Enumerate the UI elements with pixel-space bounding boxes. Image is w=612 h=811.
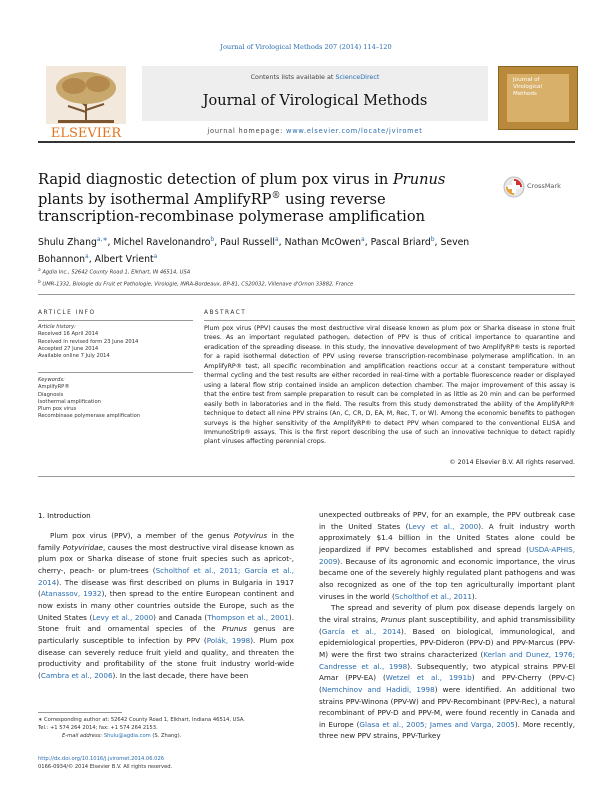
title-segment: plants by isothermal AmplifyRP <box>38 190 272 208</box>
author-affiliation-mark: b <box>210 236 215 243</box>
affiliation <box>38 266 508 278</box>
article-title <box>38 171 478 225</box>
cover-title-line: Virological <box>513 84 542 90</box>
citation-link[interactable]: Levy et al., 2000 <box>92 612 154 622</box>
citation-link[interactable]: Kerlan and Dunez, 1976; Candresse et al., 1998 <box>319 649 575 671</box>
text-run: ). Because of its agronomic and economic importance, the virus became one of the severely highly regulated plant pathogens and was also recognized as one of the top ten agriculturally important plant viruses in the world ( <box>319 556 575 601</box>
abstract-text: Plum pox virus (PPV) causes the most destructive viral disease known as plum pox or Sharka disease in stone fruit trees. As an important regulated pathogen, detection of PPV is thus of critical importance to quarantine and eradication of the spreading disease. In this study, the innovative development of two AmplifyRP® tests is reported for a rapid isothermal detection of PPV using reverse transcription-recombinase polymerase amplification. In an AmplifyRP® test, all specific recombination and amplification reactions occur at a constant temperature without thermal cycling and the test results are either recorded in real-time with a portable fluorescence reader or displayed using a lateral flow strip contained inside an amplicon detection chamber. The major improvement of this assay is that the entire test from sample preparation to result can be completed in as little as 20 min and can be performed easily both in laboratories and in the field. The results from this study demonstrated the ability of the AmplifyRP® technique to detect all nine PPV strains (An, C, CR, D, EA, M, Rec, T, or W). Among the economic benefits to pathogen surveys is the higher sensitivity of the AmplifyRP® to detect PPV when compared to the conventional ELISA and ImmunoStrip® assays. This is the first report describing the use of such an innovative technique to detect rapidly plant viruses affecting perennial crops. <box>204 325 575 446</box>
text-run: ). Subsequently, two atypical strains PPV-El Amar (PPV-EA) ( <box>319 661 575 683</box>
citation-link[interactable]: Atanassov, 1932 <box>40 589 102 599</box>
citation-link[interactable]: Thompson et al., 2001 <box>207 612 289 622</box>
author-name[interactable]: Seven Bohannon <box>38 237 470 265</box>
keyword-item: Diagnosis <box>38 391 64 398</box>
text-run: plant susceptibility, and aphid transmissibility ( <box>319 614 575 636</box>
citation-link[interactable]: Cambra et al., 2006 <box>40 670 113 680</box>
author-name[interactable]: Michel Ravelonandro <box>113 237 211 249</box>
corresponding-author-footnote <box>38 716 294 741</box>
title-segment: Prunus <box>392 171 446 188</box>
keywords-block <box>38 377 193 421</box>
journal-title: Journal of Virological Methods <box>202 93 428 109</box>
footnote-line <box>38 716 294 724</box>
affiliation-text: UMR-1332, Biologie du Fruit et Pathologie, Virologie, INRA-Bordeaux, BP-81, CS20032, Villenave d'Ornon 33882, France <box>42 281 354 288</box>
journal-citation[interactable]: Journal of Virological Methods 207 (2014) 114–120 <box>220 43 392 51</box>
author[interactable] <box>285 237 365 248</box>
paragraph <box>38 530 294 682</box>
history-rule <box>38 372 193 373</box>
italic-text: Prunus <box>380 614 406 624</box>
text-run: Tel.: +1 574 264 2014; fax: +1 574 264 2153. <box>38 725 158 732</box>
contents-line: Contents lists available at ScienceDirect <box>250 73 380 81</box>
doi-link[interactable]: http://dx.doi.org/10.1016/j.jviromet.2014.06.026 <box>38 756 165 762</box>
history-item: Available online 7 July 2014 <box>38 353 110 360</box>
citation-link[interactable]: Nemchinov and Hadidi, 1998 <box>321 684 435 694</box>
paragraph <box>319 602 575 742</box>
cover-title-line: Methods <box>513 91 537 97</box>
article-info-heading: ARTICLE INFO <box>38 310 96 316</box>
citation-link[interactable]: USDA-APHIS, 2009 <box>319 544 575 566</box>
title-segment: using reverse transcription-recombinase polymerase amplification <box>38 190 426 225</box>
author-name[interactable]: Shulu Zhang <box>38 237 97 249</box>
author-name[interactable]: Paul Russell <box>220 237 275 249</box>
elsevier-wordmark: ELSEVIER <box>50 126 122 140</box>
history-item: Received 16 April 2014 <box>38 331 99 338</box>
history-label: Article history: <box>38 324 76 330</box>
article-info-rule <box>38 320 193 321</box>
author[interactable] <box>95 254 158 265</box>
affiliation-text: Agdia Inc., 52642 County Road 1, Elkhart, IN 46514, USA <box>42 269 191 276</box>
paragraph <box>319 509 575 602</box>
text-run: ). <box>471 591 477 601</box>
journal-homepage-link[interactable]: www.elsevier.com/locate/jviromet <box>286 127 423 135</box>
abstract-copyright: © 2014 Elsevier B.V. All rights reserved. <box>449 459 575 466</box>
text-run: ). Stone fruit and ornamental species of the <box>38 612 294 634</box>
abstract-heading: ABSTRACT <box>204 310 247 316</box>
author[interactable] <box>371 237 435 248</box>
citation-link[interactable]: Scholthof et al., 2011; García et al., 2014 <box>38 565 295 587</box>
keyword-item: AmplifyRP® <box>38 384 70 391</box>
text-run: E-mail address: <box>62 733 104 740</box>
title-segment: Rapid diagnostic detection of plum pox virus in <box>38 171 393 188</box>
text-run: ). A fruit industry worth approximately $1.4 billion in the United States alone could be jeopardized if PPV becomes established and spread ( <box>319 521 575 554</box>
author-affiliation-mark: a <box>361 236 365 243</box>
elsevier-tree-logo <box>38 66 134 140</box>
email-link[interactable]: Shulu@agdia.com <box>103 733 151 740</box>
text-run: Plum pox virus (PPV), a member of the genus <box>50 531 234 540</box>
footnote-line <box>38 732 294 740</box>
section-rule <box>38 294 575 295</box>
body-column-right <box>319 509 575 742</box>
author[interactable] <box>38 237 108 248</box>
section-heading: 1. Introduction <box>38 511 91 520</box>
keywords-label: Keywords: <box>38 377 65 383</box>
text-run: The spread and severity of plum pox disease depends largely on the viral strains, <box>319 603 575 624</box>
author[interactable] <box>220 237 279 248</box>
text-run: ). More recently, three new PPV strains, PPV-Turkey <box>319 719 576 741</box>
text-run: ∗ Corresponding author at: 52642 County Road 1, Elkhart, Indiana 46514, USA. <box>38 717 245 723</box>
text-run: ). Plum pox disease can severely reduce fruit yield and quality, and threaten the productivity and profitability of the stone fruit industry world-wide ( <box>38 635 295 680</box>
italic-text: Potyviridae <box>62 542 103 552</box>
author-affiliation-mark: a <box>85 252 89 260</box>
affiliations <box>38 266 508 290</box>
affiliation-mark: b <box>38 280 41 286</box>
history-item: Received in revised form 23 June 2014 <box>38 338 139 345</box>
text-run: ) and Canada ( <box>153 612 208 622</box>
author[interactable] <box>113 237 214 248</box>
keyword-item: Isothermal amplification <box>38 398 101 405</box>
text-run: ). The disease was first described on plums in Bulgaria in 1917 ( <box>38 577 294 599</box>
text-run: , causes the most destructive viral disease known as plum pox or Sharka disease of stone fruit species such as apricot-, cherry-, peach- or plum-trees ( <box>38 542 295 575</box>
sciencedirect-link[interactable]: ScienceDirect <box>335 73 380 81</box>
cover-title-line: Journal of <box>513 77 540 83</box>
footnote-line <box>38 724 294 732</box>
journal-banner <box>142 66 488 121</box>
text-run: (S. Zhang). <box>150 733 182 740</box>
text-run: ) and PPV-Cherry (PPV-C) ( <box>319 673 575 694</box>
citation-link[interactable]: García et al., 2014 <box>321 626 402 636</box>
author-affiliation-mark: a,∗ <box>96 236 108 243</box>
cover-title <box>513 77 542 98</box>
keyword-item: Recombinase polymerase amplification <box>38 413 141 420</box>
citation-link[interactable]: Scholthof et al., 2011 <box>394 591 472 601</box>
text-run: ). In the last decade, there have been <box>112 670 249 680</box>
journal-homepage-line: journal homepage: www.elsevier.com/locate/jviromet <box>207 127 423 135</box>
author-list: Shulu Zhang$^{a,∗}$, Michel Ravelonandro$^b$, Paul Russell$^a$, Nathan McOwen$^a$, Pascal Briard$^b$, Seven Bohannon$^a$, Albert Vrient$^a$ <box>38 236 470 265</box>
italic-text: Potyvirus <box>233 531 268 540</box>
author-affiliation-mark: b <box>430 236 435 243</box>
history-item: Accepted 27 June 2014 <box>38 345 99 352</box>
title-segment: ® <box>271 191 281 201</box>
text-run: genus are particularly susceptible to infection by PPV ( <box>38 624 294 645</box>
citation-link[interactable]: Wetzel et al., 1991b <box>385 673 472 683</box>
citation-link[interactable]: Glasa et al., 2005; James and Varga, 2005 <box>359 719 515 729</box>
author-affiliation-mark: a <box>153 252 158 260</box>
abstract-rule <box>204 320 575 321</box>
body-rule <box>38 476 575 477</box>
author-name[interactable]: Pascal Briard <box>370 237 431 249</box>
footnote-rule <box>38 712 122 713</box>
text-run: ). Based on biological, immunological, and epidemiological properties, PPV-Dideron (PPV-D) and PPV-Marcus (PPV-M) were the first two strains characterized ( <box>319 626 575 659</box>
author-affiliation-mark: a <box>274 236 279 243</box>
crossmark-badge[interactable] <box>503 176 581 198</box>
crossmark-icon <box>503 176 525 198</box>
affiliation-mark: a <box>38 268 41 273</box>
author-name[interactable]: Nathan McOwen <box>284 237 361 249</box>
crossmark-label: CrossMark <box>527 182 561 190</box>
italic-text: Prunus <box>222 624 247 634</box>
affiliation <box>38 278 508 290</box>
issn-line: 0166-0934/© 2014 Elsevier B.V. All rights reserved. <box>38 764 173 771</box>
citation-link[interactable]: Polák, 1998 <box>206 635 251 645</box>
text-run: unexpected outbreaks of PPV, for an example, the PPV outbreak case in the United States ( <box>319 510 575 531</box>
text-run: ) were identified. An additional two strains PPV-Winona (PPV-W) and PPV-Recombinant (PPV-Rec), a natural recombinant of PPV-D and PPV-M, were found recently in Canada and in Europe ( <box>319 684 575 729</box>
citation-link[interactable]: Levy et al., 2000 <box>408 521 479 531</box>
author-name[interactable]: Albert Vrient <box>94 253 154 265</box>
keyword-item: Plum pox virus <box>38 406 77 413</box>
header-rule <box>38 141 575 143</box>
text-run: ), then spread to the entire European continent and now exists in many other countries outside the Europe, such as the United States ( <box>38 589 295 622</box>
article-history <box>38 324 193 360</box>
body-column-left <box>38 530 294 682</box>
text-run: in the family <box>38 531 294 552</box>
journal-cover-thumbnail <box>498 66 578 130</box>
doi-block <box>38 755 294 771</box>
